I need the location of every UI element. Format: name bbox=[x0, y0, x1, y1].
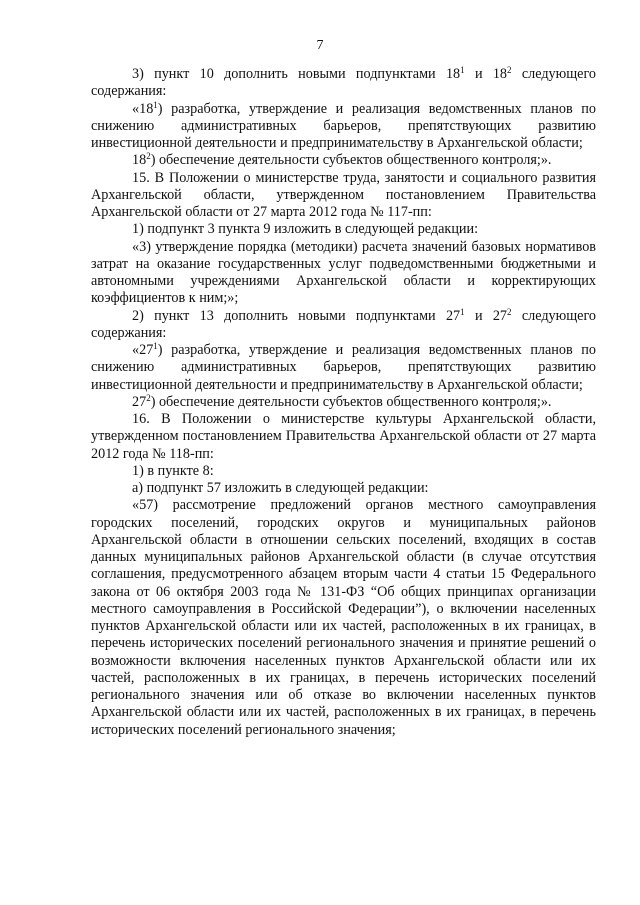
paragraph-text: 15. В Положении о министерстве труда, занятости и социального развития Архангельской области, утвержденном постановлением Правительства Архангельской области от 27 марта 2012 года № 117-пп: bbox=[91, 169, 596, 220]
paragraph-text: «18 bbox=[132, 100, 154, 117]
superscript-index: 2 bbox=[146, 151, 151, 162]
paragraph-p04 bbox=[91, 170, 596, 222]
paragraph-p10 bbox=[91, 411, 596, 463]
superscript-index: 2 bbox=[146, 392, 151, 403]
paragraph-p08 bbox=[91, 342, 596, 394]
paragraph-text: «27 bbox=[132, 342, 154, 358]
paragraph-text: 1) подпункт 3 пункта 9 изложить в следующей редакции: bbox=[132, 221, 479, 238]
paragraph-text: ) разработка, утверждение и реализация ведомственных планов по снижению административных барьеров, препятствующих развитию инвестиционной деятельности и предпринимательству в Архангельской области; bbox=[91, 342, 596, 393]
superscript-index: 1 bbox=[153, 99, 158, 110]
paragraph-p12 bbox=[91, 480, 596, 497]
superscript-index: 1 bbox=[153, 341, 158, 351]
paragraph-p11 bbox=[91, 463, 596, 480]
paragraph-p07 bbox=[91, 308, 596, 343]
paragraph-text: «57) рассмотрение предложений органов местного самоуправления городских поселений, городских округов и муниципальных районов Архангельской области в отношении сельских поселений, входящих в состав данных муниципальных районов Архангельской области (в случае отсутствия соглашения, предусмотренного абзацем вторым части 4 статьи 15 Федерального закона от 06 октября 2003 года № 131-ФЗ “Об общих принципах организации местного самоуправления в Российской Федерации”), о включении населенных пунктов Архангельской области или их частей, расположенных в их границах, в перечень исторических поселений регионального значения и принятие решений о возможности включения населенных пунктов Архангельской области или их частей, расположенных в их границах, в перечень исторических поселений регионального значения или об отказе во включении населенных пунктов Архангельской области или их частей, расположенных в их границах, в перечень исторических поселений регионального значения; bbox=[91, 497, 596, 738]
paragraph-text: ) разработка, утверждение и реализация ведомственных планов по снижению административных барьеров, препятствующих развитию инвестиционной деятельности и предпринимательству в Архангельской области; bbox=[91, 100, 596, 151]
paragraph-text: а) подпункт 57 изложить в следующей редакции: bbox=[132, 480, 429, 496]
paragraph-p02 bbox=[91, 101, 596, 153]
document-body bbox=[91, 66, 596, 739]
page-number: 7 bbox=[316, 38, 324, 53]
paragraph-text: «3) утверждение порядка (методики) расчета значений базовых нормативов затрат на оказание государственных услуг подведомственными бюджетными и автономными учреждениями Архангельской области и корректирующих коэффициентов к ним;»; bbox=[91, 238, 596, 307]
paragraph-text: ) обеспечение деятельности субъектов общественного контроля;». bbox=[150, 393, 552, 410]
paragraph-text: 16. В Положении о министерстве культуры Архангельской области, утвержденном постановлением Правительства Архангельской области от 27 марта 2012 года № 118-пп: bbox=[91, 411, 596, 462]
paragraph-text: 1) в пункте 8: bbox=[132, 462, 214, 479]
paragraph-text: 18 bbox=[132, 152, 147, 169]
paragraph-text: 27 bbox=[132, 393, 147, 410]
paragraph-p06 bbox=[91, 239, 596, 308]
paragraph-p03 bbox=[91, 152, 596, 169]
paragraph-text: 3) пункт 10 дополнить новыми подпунктами 18 bbox=[132, 66, 461, 82]
superscript-index: 1 bbox=[460, 65, 465, 75]
paragraph-p09 bbox=[91, 394, 596, 411]
paragraph-p05 bbox=[91, 221, 596, 238]
paragraph-p01 bbox=[91, 66, 596, 101]
paragraph-text: и 27 bbox=[464, 307, 508, 324]
superscript-index: 2 bbox=[507, 65, 512, 75]
paragraph-text: ) обеспечение деятельности субъектов общественного контроля;». bbox=[150, 152, 552, 169]
paragraph-text: следующего содержания: bbox=[91, 307, 597, 341]
paragraph-text: и 18 bbox=[464, 66, 508, 82]
superscript-index: 1 bbox=[460, 306, 465, 317]
paragraph-text: следующего содержания: bbox=[91, 66, 597, 100]
superscript-index: 2 bbox=[507, 306, 512, 317]
paragraph-p13 bbox=[91, 497, 596, 739]
paragraph-text: 2) пункт 13 дополнить новыми подпунктами 27 bbox=[132, 307, 461, 324]
